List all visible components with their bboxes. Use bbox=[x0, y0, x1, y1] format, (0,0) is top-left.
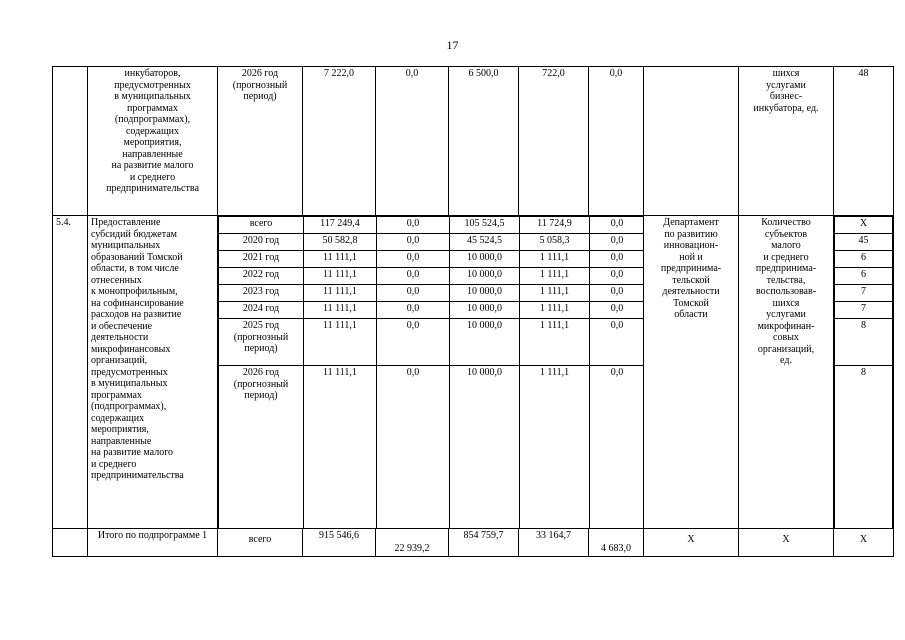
extrabudgetary-cell: 0,0 bbox=[590, 251, 644, 268]
regional-budget-cell: 10 000,0 bbox=[450, 285, 520, 302]
name-line: расходов на развитие bbox=[91, 309, 182, 320]
indicator-values-cell bbox=[834, 216, 894, 529]
regional-budget-cell: 10 000,0 bbox=[450, 319, 520, 366]
regional-budget-cell: 6 500,0 bbox=[449, 67, 519, 216]
extrabudgetary-cell: 0,0 bbox=[590, 319, 644, 366]
name-line: содержащих bbox=[125, 125, 180, 137]
funding-row bbox=[219, 285, 644, 302]
indicator-cell bbox=[739, 67, 834, 216]
funding-row bbox=[219, 217, 644, 234]
indicator-value: 6 bbox=[835, 251, 893, 268]
indicator-line: шихся bbox=[772, 68, 800, 79]
local-budget-cell: 11 724,9 bbox=[520, 217, 590, 234]
name-line: программах bbox=[91, 389, 142, 401]
federal-budget-cell: 0,0 bbox=[377, 217, 450, 234]
funding-breakdown-table bbox=[218, 216, 644, 528]
extrabudgetary-cell: 4 683,0 bbox=[589, 529, 644, 557]
extrabudgetary-cell: 0,0 bbox=[589, 67, 644, 216]
name-line: на развитие малого bbox=[91, 447, 174, 458]
period-line: 2026 год bbox=[241, 68, 279, 79]
indicator-cell bbox=[739, 216, 834, 529]
total-amount-cell: 915 546,6 bbox=[303, 529, 376, 557]
executor-line: инновацион- bbox=[663, 240, 719, 251]
name-line: предусмотренных bbox=[114, 79, 191, 91]
federal-budget-cell: 0,0 bbox=[377, 234, 450, 251]
regional-budget-cell: 10 000,0 bbox=[450, 302, 520, 319]
federal-budget-cell: 0,0 bbox=[377, 268, 450, 285]
total-amount-cell: 7 222,0 bbox=[303, 67, 376, 216]
executor-line: по развитию bbox=[664, 228, 718, 240]
name-line: и обеспечение bbox=[91, 320, 153, 332]
name-line: области, в том числе bbox=[91, 263, 179, 274]
indicator-line: и среднего bbox=[763, 251, 809, 263]
period-cell: 2020 год bbox=[219, 234, 304, 251]
funding-breakdown-cell bbox=[218, 216, 644, 529]
name-line: инкубаторов, bbox=[124, 68, 181, 79]
executor-line: Департамент bbox=[663, 217, 719, 228]
federal-budget-cell: 0,0 bbox=[376, 67, 449, 216]
indicator-value: 8 bbox=[835, 366, 893, 529]
page-number: 17 bbox=[446, 38, 459, 52]
indicator-value-cell: X bbox=[834, 529, 894, 557]
executor-line: предпринима- bbox=[660, 263, 722, 274]
funding-row bbox=[219, 366, 644, 529]
name-line: программах bbox=[127, 102, 178, 114]
indicator-line: шихся bbox=[772, 297, 800, 309]
period-cell: 2023 год bbox=[219, 285, 304, 302]
extrabudgetary-cell: 0,0 bbox=[590, 217, 644, 234]
federal-budget-cell: 0,0 bbox=[377, 319, 450, 366]
extrabudgetary-cell: 0,0 bbox=[590, 285, 644, 302]
name-line: мероприятия, bbox=[91, 424, 149, 435]
name-line: направленные bbox=[122, 148, 183, 160]
name-line: (подпрограммах), bbox=[114, 114, 191, 125]
name-line: образований Томской bbox=[91, 251, 183, 263]
regional-budget-cell: 105 524,5 bbox=[450, 217, 520, 234]
indicator-line: инкубатора, ед. bbox=[753, 102, 819, 114]
executor-line: ной и bbox=[679, 251, 703, 263]
name-line: предпринимательства bbox=[91, 470, 184, 481]
total-amount-cell: 50 582,8 bbox=[304, 234, 377, 251]
executor-cell: X bbox=[644, 529, 739, 557]
name-line: микрофинансовых bbox=[91, 343, 171, 355]
period-cell: 2022 год bbox=[219, 268, 304, 285]
indicator-cell: X bbox=[739, 529, 834, 557]
indicator-value: 6 bbox=[835, 268, 893, 285]
regional-budget-cell: 854 759,7 bbox=[449, 529, 519, 557]
name-line: содержащих bbox=[91, 412, 145, 424]
indicator-value: 45 bbox=[835, 234, 893, 251]
indicator-value: 7 bbox=[835, 285, 893, 302]
total-amount-cell: 11 111,1 bbox=[304, 319, 377, 366]
name-line: в муниципальных bbox=[91, 378, 168, 389]
local-budget-cell: 33 164,7 bbox=[519, 529, 589, 557]
indicator-line: микрофинан- bbox=[757, 320, 815, 332]
indicator-line: субъектов bbox=[764, 228, 808, 240]
period-line: период) bbox=[243, 91, 277, 102]
subprogram-total-row bbox=[53, 529, 894, 557]
executor-line: области bbox=[674, 309, 708, 320]
regional-budget-cell: 45 524,5 bbox=[450, 234, 520, 251]
local-budget-cell: 1 111,1 bbox=[520, 302, 590, 319]
executor-line: деятельности bbox=[662, 286, 720, 297]
total-amount-cell: 11 111,1 bbox=[304, 251, 377, 268]
name-line: мероприятия, bbox=[123, 137, 182, 148]
funding-row bbox=[219, 302, 644, 319]
indicator-value: 7 bbox=[835, 302, 893, 319]
local-budget-cell: 1 111,1 bbox=[520, 285, 590, 302]
total-amount-cell: 11 111,1 bbox=[304, 302, 377, 319]
activity-row-5-4 bbox=[53, 216, 894, 529]
activity-name-cell bbox=[88, 216, 218, 529]
federal-budget-cell: 22 939,2 bbox=[376, 529, 449, 557]
federal-budget-cell: 0,0 bbox=[377, 251, 450, 268]
name-line: на развитие малого bbox=[111, 160, 194, 171]
extrabudgetary-cell: 0,0 bbox=[590, 302, 644, 319]
continuation-row bbox=[53, 67, 894, 216]
indicator-line: услугами bbox=[766, 79, 806, 91]
federal-budget-cell: 0,0 bbox=[377, 285, 450, 302]
local-budget-cell: 1 111,1 bbox=[520, 319, 590, 366]
name-line: Предоставление bbox=[91, 217, 161, 228]
regional-budget-cell: 10 000,0 bbox=[450, 366, 520, 529]
period-cell: 2025 год (прогнозный период) bbox=[219, 319, 304, 366]
name-line: субсидий бюджетам bbox=[91, 228, 177, 240]
name-line: организаций, bbox=[91, 355, 148, 366]
period-cell: всего bbox=[219, 217, 304, 234]
name-line: к монопрофильным, bbox=[91, 286, 178, 297]
name-line: и среднего bbox=[91, 458, 137, 470]
total-amount-cell: 117 249,4 bbox=[304, 217, 377, 234]
row-number-cell bbox=[53, 529, 88, 557]
indicator-line: организаций, bbox=[757, 343, 815, 355]
regional-budget-cell: 10 000,0 bbox=[450, 268, 520, 285]
total-amount-cell: 11 111,1 bbox=[304, 268, 377, 285]
row-number-cell bbox=[53, 67, 88, 216]
name-line: направленные bbox=[91, 435, 152, 447]
indicator-line: услугами bbox=[766, 309, 806, 320]
period-cell: всего bbox=[218, 529, 303, 557]
local-budget-cell: 722,0 bbox=[519, 67, 589, 216]
indicator-value: X bbox=[835, 217, 893, 234]
extrabudgetary-cell: 0,0 bbox=[590, 366, 644, 529]
indicator-line: Количество bbox=[761, 217, 811, 228]
period-cell: 2024 год bbox=[219, 302, 304, 319]
total-amount-cell: 11 111,1 bbox=[304, 285, 377, 302]
indicator-value-cell: 48 bbox=[834, 67, 894, 216]
name-line: на софинансирование bbox=[91, 297, 184, 309]
local-budget-cell: 5 058,3 bbox=[520, 234, 590, 251]
period-cell: 2026 год (прогнозный период) bbox=[219, 366, 304, 529]
indicator-line: бизнес- bbox=[769, 91, 803, 102]
regional-budget-cell: 10 000,0 bbox=[450, 251, 520, 268]
name-line: предусмотренных bbox=[91, 366, 168, 378]
indicator-line: малого bbox=[771, 240, 801, 251]
activity-name-cell bbox=[88, 67, 218, 216]
funding-row bbox=[219, 319, 644, 366]
indicator-line: тельства, bbox=[766, 274, 806, 286]
executor-line: тельской bbox=[672, 274, 710, 286]
indicator-value: 8 bbox=[835, 319, 893, 366]
executor-line: Томской bbox=[673, 297, 709, 309]
total-amount-cell: 11 111,1 bbox=[304, 366, 377, 529]
name-line: (подпрограммах), bbox=[91, 401, 167, 412]
indicator-line: воспользовав- bbox=[755, 286, 817, 297]
name-line: деятельности bbox=[91, 332, 149, 343]
name-line: предпринимательства bbox=[106, 183, 199, 194]
period-cell bbox=[218, 67, 303, 216]
executor-cell bbox=[644, 67, 739, 216]
funding-row bbox=[219, 234, 644, 251]
indicator-line: предпринима- bbox=[755, 263, 817, 274]
row-number-cell: 5.4. bbox=[53, 216, 88, 529]
indicator-values-table bbox=[834, 216, 893, 528]
local-budget-cell: 1 111,1 bbox=[520, 251, 590, 268]
indicator-line: совых bbox=[773, 332, 799, 343]
federal-budget-cell: 0,0 bbox=[377, 302, 450, 319]
name-line: отнесенных bbox=[91, 274, 142, 286]
period-cell: 2021 год bbox=[219, 251, 304, 268]
extrabudgetary-cell: 0,0 bbox=[590, 268, 644, 285]
funding-row bbox=[219, 251, 644, 268]
funding-row bbox=[219, 268, 644, 285]
name-line: в муниципальных bbox=[114, 91, 191, 102]
period-line: (прогнозный bbox=[232, 79, 288, 91]
program-table bbox=[52, 66, 894, 557]
executor-cell bbox=[644, 216, 739, 529]
indicator-line: ед. bbox=[780, 355, 792, 366]
local-budget-cell: 1 111,1 bbox=[520, 268, 590, 285]
name-line: и среднего bbox=[129, 171, 176, 183]
local-budget-cell: 1 111,1 bbox=[520, 366, 590, 529]
total-label-cell: Итого по подпрограмме 1 bbox=[88, 529, 218, 557]
name-line: муниципальных bbox=[91, 240, 161, 251]
extrabudgetary-cell: 0,0 bbox=[590, 234, 644, 251]
federal-budget-cell: 0,0 bbox=[377, 366, 450, 529]
